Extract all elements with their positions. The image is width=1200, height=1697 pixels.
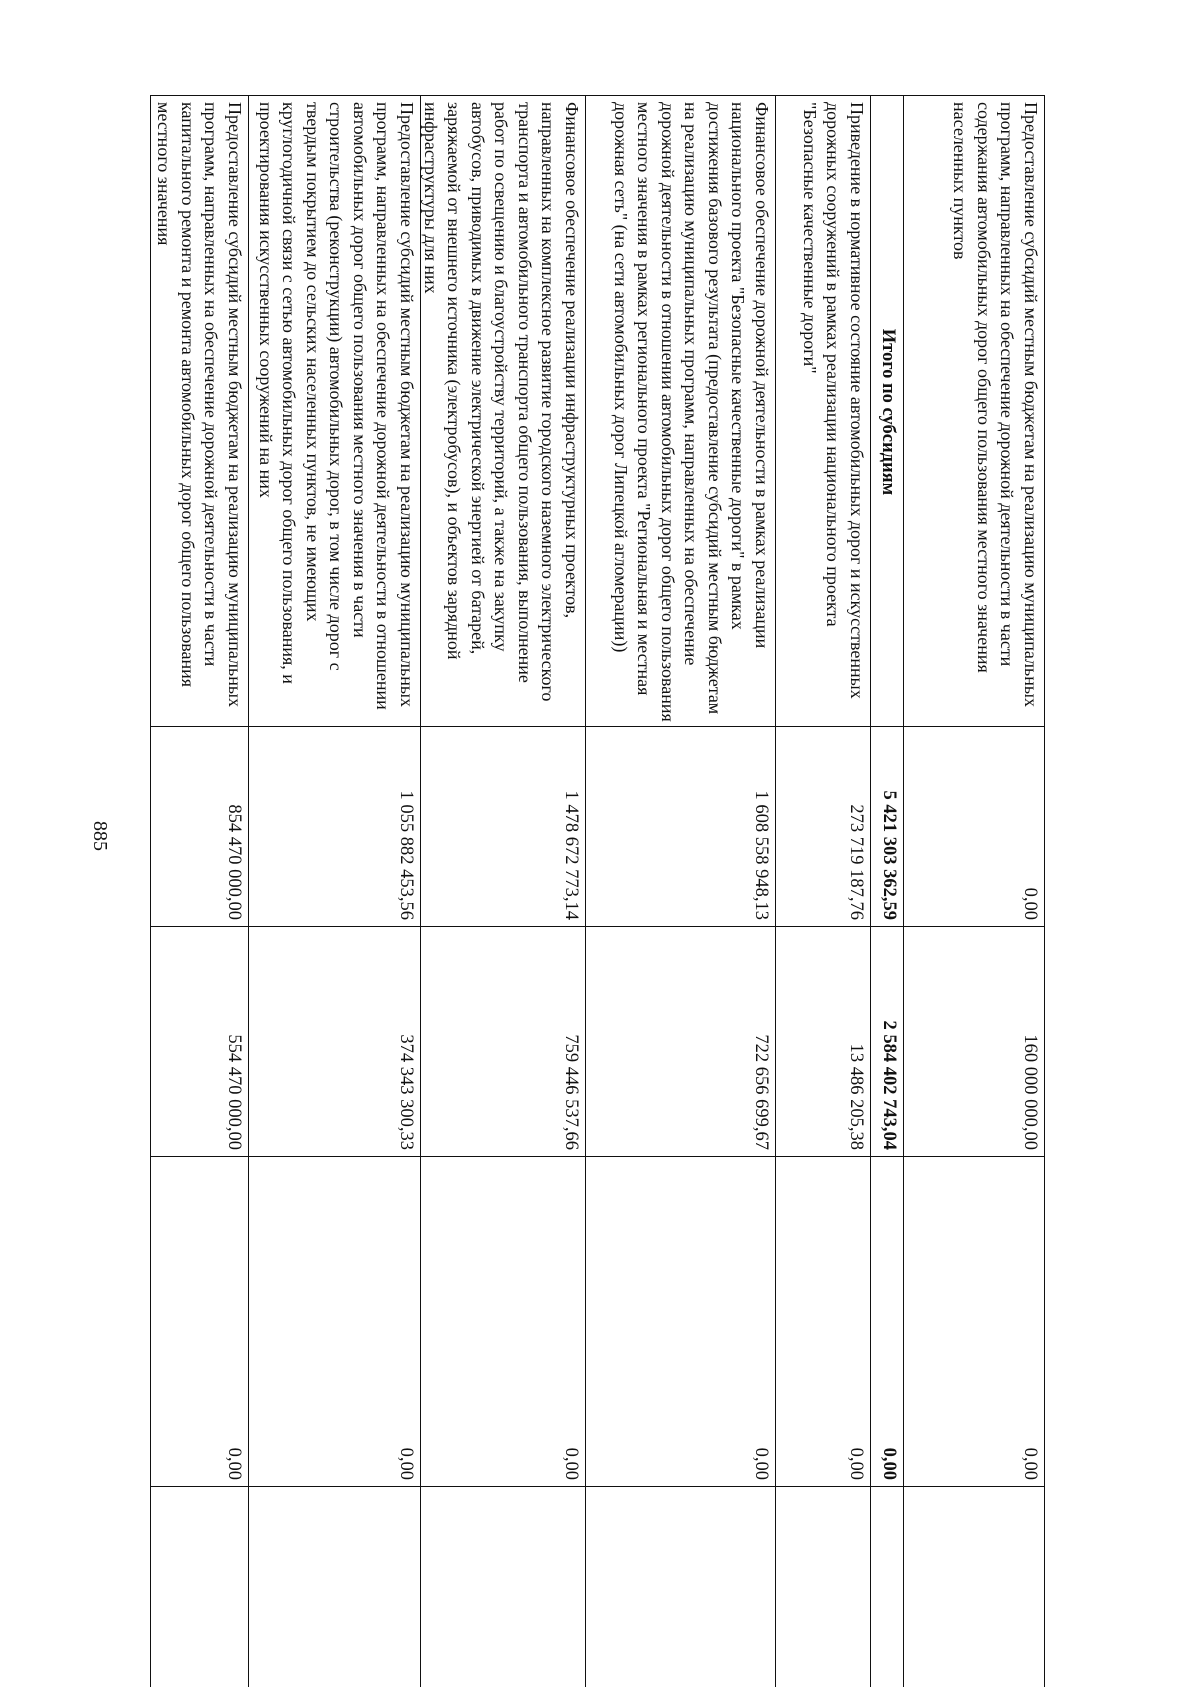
row-value-col3: 0,00 <box>586 1157 775 1487</box>
row-value-col3: 0,00 <box>904 1157 1044 1487</box>
row-description: Предоставление субсидий местным бюджетам на реализацию муниципальных программ, направленных на обеспечение дорожной деятельности в отношении автомобильных дорог общего пользования местного значения в части строительства (реконструкции) автомобильных дорог, в том числе дорог с твердым покрытием до сельских населенных пунктов, не имеющих круглогодичной связи с сетью автомобильных дорог общего пользования, и проектирования искусственных сооружений на них <box>249 95 420 727</box>
table-row <box>150 95 248 1687</box>
row-description: Приведение в нормативное состояние автомобильных дорог и искусственных дорожных сооружений в рамках реализации национального проекта "Безопасные качественные дороги" <box>776 95 870 727</box>
row-value-col2: 722 656 699,67 <box>586 927 775 1157</box>
row-value-col1: 854 470 000,00 <box>151 727 248 927</box>
row-value-col2: 13 486 205,38 <box>776 927 870 1157</box>
table-row-total <box>870 95 903 1687</box>
row-value-col1: 1 608 558 948,13 <box>586 727 775 927</box>
table-row <box>775 95 870 1687</box>
table-row <box>420 95 585 1687</box>
table-row <box>903 95 1045 1687</box>
total-value-col3: 0,00 <box>871 1157 903 1487</box>
rotated-table <box>150 95 1045 1687</box>
row-value-col1: 1 055 882 453,56 <box>249 727 420 927</box>
row-value-col3: 0,00 <box>421 1157 585 1487</box>
page-number: 885 <box>89 821 111 851</box>
row-description: Предоставление субсидий местным бюджетам на реализацию муниципальных программ, направленных на обеспечение дорожной деятельности в части содержания автомобильных дорог общего пользования местного значения населенных пунктов <box>904 95 1044 727</box>
row-value-col2: 759 446 537,66 <box>421 927 585 1157</box>
table-row <box>585 95 775 1687</box>
table-row <box>248 95 420 1687</box>
total-label: Итого по субсидиям <box>871 95 903 727</box>
row-value-col1: 1 478 672 773,14 <box>421 727 585 927</box>
row-value-col2: 374 343 300,33 <box>249 927 420 1157</box>
row-value-col3: 0,00 <box>249 1157 420 1487</box>
row-value-col3: 0,00 <box>151 1157 248 1487</box>
row-value-col2: 554 470 000,00 <box>151 927 248 1157</box>
row-value-col2: 160 000 000,00 <box>904 927 1044 1157</box>
row-value-col1: 0,00 <box>904 727 1044 927</box>
row-description: Финансовое обеспечение реализации инфраструктурных проектов, направленных на комплексное развитие городского наземного электрического транспорта и автомобильного транспорта общего пользования, выполнение работ по освещению и благоустройству территорий, а также на закупку автобусов, приводимых в движение электрической энергией от батарей, заряжаемой от внешнего источника (электробусов), и объектов зарядной инфраструктуры для них <box>421 95 585 727</box>
row-value-col1: 273 719 187,76 <box>776 727 870 927</box>
total-value-col2: 2 584 402 743,04 <box>871 927 903 1157</box>
row-description: Предоставление субсидий местным бюджетам на реализацию муниципальных программ, направленных на обеспечение дорожной деятельности в части капитального ремонта и ремонта автомобильных дорог общего пользования местного значения <box>151 95 248 727</box>
total-value-col1: 5 421 303 362,59 <box>871 727 903 927</box>
row-value-col3: 0,00 <box>776 1157 870 1487</box>
row-description: Финансовое обеспечение дорожной деятельности в рамках реализации национального проекта "Безопасные качественные дороги" в рамках достижения базового результата (предоставление субсидий местным бюджетам на реализацию муниципальных программ, направленных на обеспечение дорожной деятельности в отношении автомобильных дорог общего пользования местного значения в рамках регионального проекта "Региональная и местная дорожная сеть" (на сети автомобильных дорог Липецкой агломерации)) <box>586 95 775 727</box>
